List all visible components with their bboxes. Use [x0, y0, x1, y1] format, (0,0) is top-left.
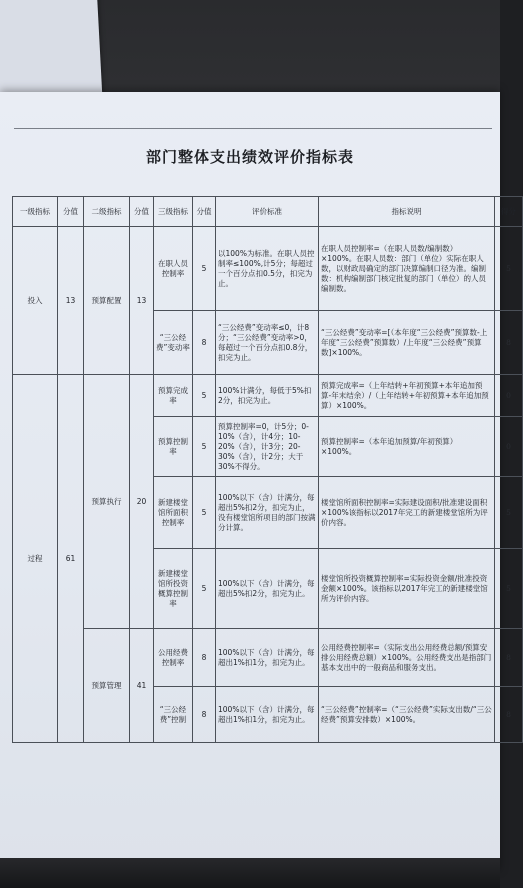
level3-name: 预算完成率 — [154, 375, 193, 417]
table-row — [13, 375, 523, 417]
level3-score: 8 — [193, 687, 216, 743]
indicator-description: “三公经费”控制率=（“三公经费”实际支出数/“三公经费”预算安排数）×100%。 — [319, 687, 495, 743]
header-result: 得分 — [495, 197, 523, 227]
level1-investment: 投入 — [13, 227, 58, 375]
indicator-table — [12, 196, 523, 743]
evaluation-standard: 100%以下（含）计满分，每超出5%扣2分，扣完为止。 — [216, 549, 319, 629]
level3-name: 新建楼堂馆所面积控制率 — [154, 477, 193, 549]
result-score: 8 — [495, 687, 523, 743]
evaluation-standard: 预算控制率=0，计5分；0-10%（含），计4分；10-20%（含），计3分；20-30%（含），计2分；大于30%不得分。 — [216, 417, 319, 477]
indicator-description: 在职人员控制率=（在职人员数/编制数）×100%。在职人员数：部门（单位）实际在职人数，以财政局确定的部门决算编制口径为准。编制数：机构编制部门核定批复的部门（单位）的人员编制数。 — [319, 227, 495, 311]
header-score3: 分值 — [193, 197, 216, 227]
level3-name: “三公经费”变动率 — [154, 311, 193, 375]
header-rule — [14, 128, 492, 129]
indicator-description: “三公经费”变动率=[（本年度“三公经费”预算数-上年度“三公经费”预算数）/上年度“三公经费”预算数]×100%。 — [319, 311, 495, 375]
result-score: 5 — [495, 227, 523, 311]
result-score: 8 — [495, 311, 523, 375]
level3-score: 5 — [193, 375, 216, 417]
level3-name: 新建楼堂馆所投资概算控制率 — [154, 549, 193, 629]
indicator-description: 预算控制率=（本年追加预算/年初预算）×100%。 — [319, 417, 495, 477]
level3-score: 5 — [193, 549, 216, 629]
table-row — [13, 227, 523, 311]
result-score: 8 — [495, 629, 523, 687]
evaluation-standard: 100%计满分，每低于5%扣2分，扣完为止。 — [216, 375, 319, 417]
evaluation-standard: 100%以下（含）计满分，每超出1%扣1分，扣完为止。 — [216, 687, 319, 743]
page-title: 部门整体支出绩效评价指标表 — [145, 148, 354, 166]
score1-process: 61 — [58, 375, 84, 743]
indicator-description: 楼堂馆所投资概算控制率=实际投资金额/批准投资金额×100%。该指标以2017年完工的新建楼堂馆所为评价内容。 — [319, 549, 495, 629]
level2-budget-allocation: 预算配置 — [84, 227, 130, 375]
indicator-description: 楼堂馆所面积控制率=实际建设面积/批准建设面积×100%该指标以2017年完工的新建楼堂馆所为评价内容。 — [319, 477, 495, 549]
evaluation-standard: 以100%为标准。在职人员控制率≤100%,计5分；每超过一个百分点扣0.5分，扣完为止。 — [216, 227, 319, 311]
score2-budget-execution: 20 — [130, 375, 154, 629]
indicator-description: 公用经费控制率=（实际支出公用经费总额/预算安排公用经费总额）×100%。公用经费支出是指部门基本支出中的一般商品和服务支出。 — [319, 629, 495, 687]
evaluation-standard: 100%以下（含）计满分，每超出5%扣2分，扣完为止，没有楼堂馆所项目的部门按满分计算。 — [216, 477, 319, 549]
level3-name: “三公经费”控制 — [154, 687, 193, 743]
header-level3: 三级指标 — [154, 197, 193, 227]
score1-investment: 13 — [58, 227, 84, 375]
evaluation-standard: 100%以下（含）计满分，每超出1%扣1分，扣完为止。 — [216, 629, 319, 687]
score2-budget-management: 41 — [130, 629, 154, 743]
level3-name: 在职人员控制率 — [154, 227, 193, 311]
level1-process: 过程 — [13, 375, 58, 743]
level2-budget-management: 预算管理 — [84, 629, 130, 743]
result-score: 0 — [495, 417, 523, 477]
level2-budget-execution: 预算执行 — [84, 375, 130, 629]
level3-score: 5 — [193, 227, 216, 311]
header-score2: 分值 — [130, 197, 154, 227]
evaluation-standard: “三公经费”变动率≤0，计8分；“三公经费”变动率>0，每超过一个百分点扣0.8分，扣完为止。 — [216, 311, 319, 375]
header-standard: 评价标准 — [216, 197, 319, 227]
header-description: 指标说明 — [319, 197, 495, 227]
indicator-description: 预算完成率=（上年结转+年初预算+本年追加预算-年末结余）/（上年结转+年初预算+本年追加预算）×100%。 — [319, 375, 495, 417]
result-score: 5 — [495, 477, 523, 549]
level3-name: 公用经费控制率 — [154, 629, 193, 687]
header-level1: 一级指标 — [13, 197, 58, 227]
level3-score: 5 — [193, 477, 216, 549]
header-level2: 二级指标 — [84, 197, 130, 227]
level3-score: 8 — [193, 311, 216, 375]
score2-budget-allocation: 13 — [130, 227, 154, 375]
result-score: 0 — [495, 375, 523, 417]
table-header-row — [13, 197, 523, 227]
level3-score: 5 — [193, 417, 216, 477]
table-row — [13, 629, 523, 687]
header-score1: 分值 — [58, 197, 84, 227]
level3-score: 8 — [193, 629, 216, 687]
result-score: 5 — [495, 549, 523, 629]
level3-name: 预算控制率 — [154, 417, 193, 477]
desk-edge — [0, 858, 500, 888]
